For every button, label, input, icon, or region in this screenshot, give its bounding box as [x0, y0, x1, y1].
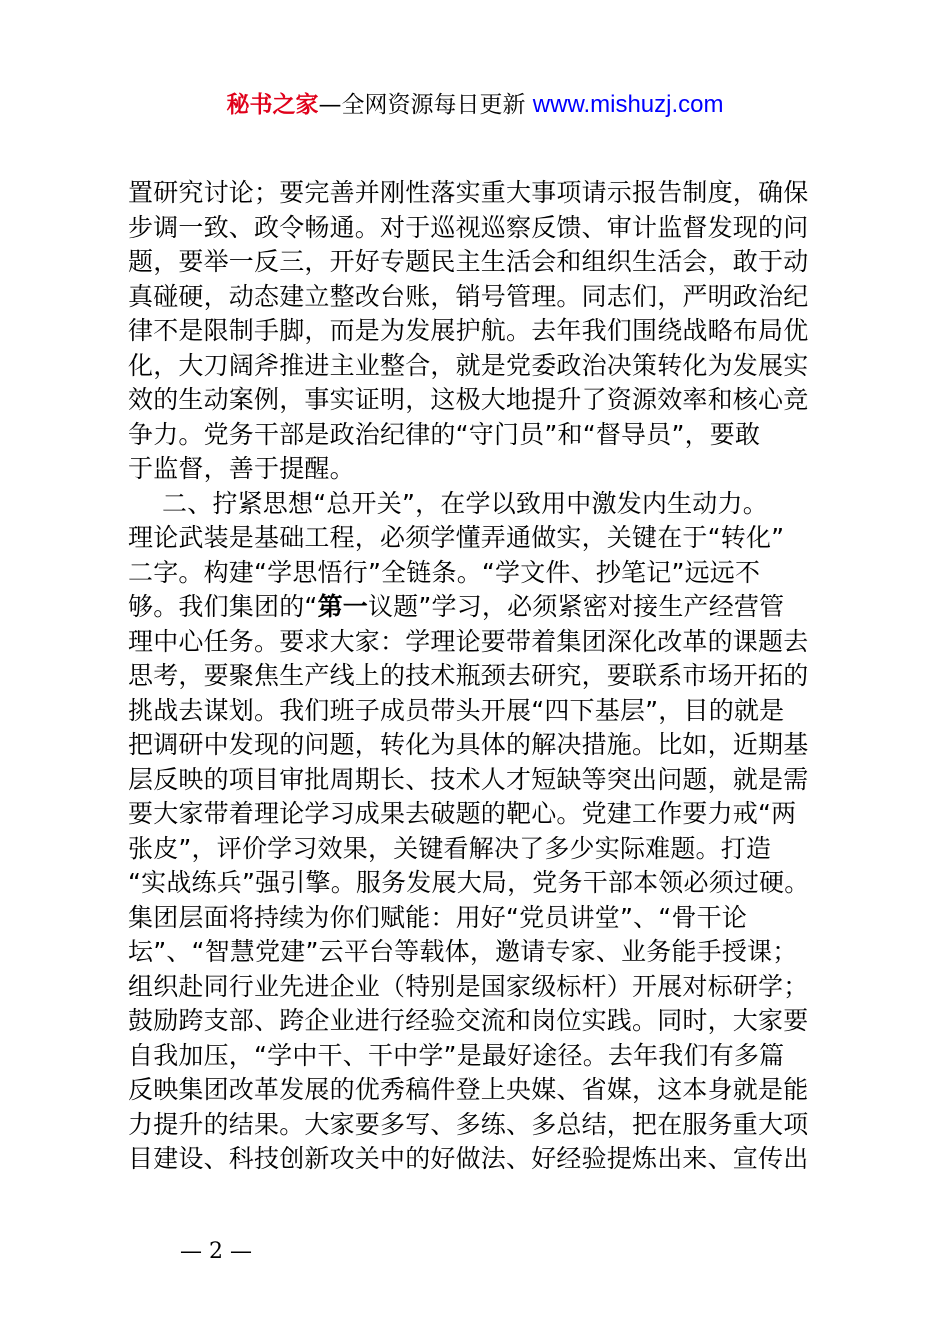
- text-line: 张皮”，评价学习效果，关键看解决了多少实际难题。打造: [128, 833, 772, 863]
- text-line: 挑战去谋划。我们班子成员带头开展“四下基层”，目的就是: [128, 695, 785, 725]
- text-line: 要大家带着理论学习成果去破题的靶心。党建工作要力戒“两: [128, 799, 797, 828]
- text-line: 目建设、科技创新攻关中的好做法、好经验提炼出来、宣传出: [128, 1144, 809, 1173]
- text-line: 组织赴同行业先进企业（特别是国家级标杆）开展对标研学；: [128, 971, 809, 1001]
- text-line: 理论武装是基础工程，必须学懂弄通做实，关键在于“转化”: [128, 523, 785, 552]
- text-line: 律不是限制手脚，而是为发展护航。去年我们围绕战略布局优: [128, 316, 809, 345]
- page-number: — 2 —: [180, 1239, 252, 1264]
- text-line: 集团层面将持续为你们赋能：用好“党员讲堂”、“骨干论: [128, 902, 748, 932]
- text-line: 力提升的结果。大家要多写、多练、多总结，把在服务重大项: [128, 1109, 809, 1139]
- text-line: 层反映的项目审批周期长、技术人才短缺等突出问题，就是需: [128, 764, 809, 794]
- text-line: [128, 590, 838, 625]
- text-line: 理中心任务。要求大家：学理论要带着集团深化改革的课题去: [128, 626, 809, 656]
- text-line: 争力。党务干部是政治纪律的“守门员”和“督导员”，要敢: [128, 419, 761, 449]
- text-line: 思考，要聚焦生产线上的技术瓶颈去研究，要联系市场开拓的: [128, 661, 809, 690]
- site-tagline: —全网资源每日更新: [318, 92, 533, 118]
- text-line: 把调研中发现的问题，转化为具体的解决措施。比如，近期基: [128, 730, 809, 759]
- text-line: 自我加压，“学中干、干中学”是最好途径。去年我们有多篇: [128, 1040, 785, 1070]
- page-header: [0, 88, 950, 122]
- site-brand: 秘书之家: [226, 92, 319, 118]
- section-heading: 二、拧紧思想“总开关”，在学以致用中激发内生动力。: [162, 488, 768, 518]
- text-line: 步调一致、政令畅通。对于巡视巡察反馈、审计监督发现的问: [128, 212, 809, 242]
- text-line: 置研究讨论；要完善并刚性落实重大事项请示报告制度，确保: [128, 178, 809, 207]
- text-line: 鼓励跨支部、跨企业进行经验交流和岗位实践。同时，大家要: [128, 1006, 809, 1035]
- text-line: “实战练兵”强引擎。服务发展大局，党务干部本领必须过硬。: [128, 868, 810, 897]
- text-segment: 够。我们集团的“: [128, 592, 318, 621]
- document-body: [128, 176, 838, 1177]
- text-line: 二字。构建“学思悟行”全链条。“学文件、抄笔记”远远不: [128, 557, 761, 587]
- text-line: 反映集团改革发展的优秀稿件登上央媒、省媒，这本身就是能: [128, 1075, 809, 1104]
- text-line: 效的生动案例，事实证明，这极大地提升了资源效率和核心竞: [128, 385, 809, 414]
- text-line: 于监督，善于提醒。: [128, 454, 355, 483]
- text-line: 真碰硬，动态建立整改台账，销号管理。同志们，严明政治纪: [128, 281, 809, 311]
- text-line: 题，要举一反三，开好专题民主生活会和组织生活会，敢于动: [128, 247, 809, 276]
- text-line: 化，大刀阔斧推进主业整合，就是党委政治决策转化为发展实: [128, 350, 809, 380]
- text-segment: 议题”学习，必须紧密对接生产经营管: [367, 592, 785, 621]
- site-url-link[interactable]: www.mishuzj.com: [532, 91, 724, 118]
- bold-emphasis: 第一: [317, 592, 368, 621]
- text-line: 坛”、“智慧党建”云平台等载体，邀请专家、业务能手授课；: [128, 937, 798, 966]
